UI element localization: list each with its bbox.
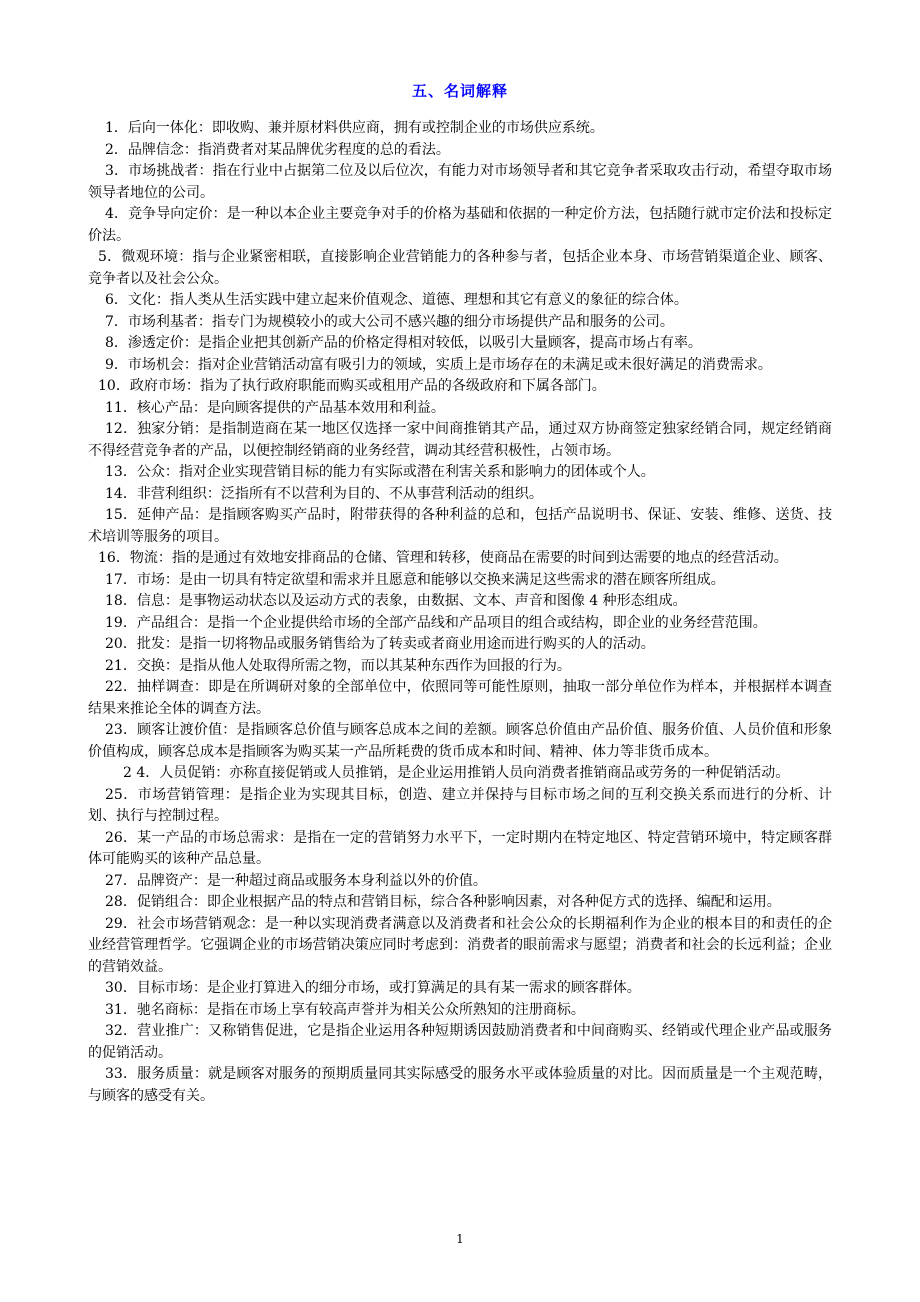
- definition-entry: 22．抽样调查：即是在所调研对象的全部单位中，依照同等可能性原则，抽取一部分单位作为样本，并根据样本调查结果来推论全体的调查方法。: [88, 679, 832, 717]
- definition-entry: 1．后向一体化：即收购、兼并原材料供应商，拥有或控制企业的市场供应系统。: [105, 120, 604, 136]
- definition-entry: 16．物流：指的是通过有效地安排商品的仓储、管理和转移，使商品在需要的时间到达需要的地点的经营活动。: [98, 550, 788, 566]
- page-number: 1: [456, 1232, 464, 1246]
- definition-entry: 6．文化：指人类从生活实践中建立起来价值观念、道德、理想和其它有意义的象征的综合体。: [105, 292, 688, 308]
- definition-entry: 11．核心产品：是向顾客提供的产品基本效用和利益。: [105, 399, 445, 416]
- definition-entry: 13．公众：指对企业实现营销目标的能力有实际或潜在利害关系和影响力的团体或个人。: [105, 464, 655, 480]
- definition-entry: 30．目标市场：是企业打算进入的细分市场，或打算满足的具有某一需求的顾客群体。: [105, 980, 641, 996]
- definition-entry: 28．促销组合：即企业根据产品的特点和营销目标，综合各种影响因素，对各种促方式的选择、编配和运用。: [105, 894, 781, 910]
- definition-entry: 15．延伸产品：是指顾客购买产品时，附带获得的各种利益的总和，包括产品说明书、保证、安装、维修、送货、技术培训等服务的项目。: [88, 507, 832, 545]
- definition-entry: 23．顾客让渡价值：是指顾客总价值与顾客总成本之间的差额。顾客总价值由产品价值、服务价值、人员价值和形象价值构成，顾客总成本是指顾客为购买某一产品所耗费的货币成本和时间、精神、体力等非货币成本。: [88, 722, 832, 760]
- definition-entry: 32．营业推广：又称销售促进，它是指企业运用各种短期诱因鼓励消费者和中间商购买、经销或代理企业产品或服务的促销活动。: [88, 1023, 832, 1061]
- definition-entry: 12．独家分销：是指制造商在某一地区仅选择一家中间商推销其产品，通过双方协商签定独家经销合同，规定经销商不得经营竞争者的产品，以便控制经销商的业务经营，调动其经营积极性，占领市场。: [88, 421, 832, 459]
- definition-entry: 2 4．人员促销：亦称直接促销或人员推销，是企业运用推销人员向消费者推销商品或劳务的一种促销活动。: [123, 765, 790, 781]
- definition-entry: 27．品牌资产：是一种超过商品或服务本身利益以外的价值。: [105, 872, 487, 889]
- definition-entry: 20．批发：是指一切将物品或服务销售给为了转卖或者商业用途而进行购买的人的活动。: [105, 636, 655, 652]
- definition-entry: 2．品牌信念：指消费者对某品牌优劣程度的总的看法。: [105, 141, 450, 158]
- definition-entry: 4．竞争导向定价：是一种以本企业主要竞争对手的价格为基础和依据的一种定价方法，包括随行就市定价法和投标定价法。: [88, 206, 832, 244]
- definition-entry: 5．微观环境：指与企业紧密相联，直接影响企业营销能力的各种参与者，包括企业本身、市场营销渠道企业、顾客、竞争者以及社会公众。: [88, 249, 832, 287]
- definition-entry: 26．某一产品的市场总需求：是指在一定的营销努力水平下，一定时期内在特定地区、特定营销环境中，特定顾客群体可能购买的该种产品总量。: [88, 829, 832, 867]
- definition-entry: 21．交换：是指从他人处取得所需之物，而以其某种东西作为回报的行为。: [105, 657, 571, 674]
- definition-list: [88, 118, 832, 1107]
- definition-entry: 9．市场机会：指对企业营销活动富有吸引力的领域，实质上是市场存在的未满足或未很好满足的消费需求。: [105, 356, 772, 373]
- definition-entry: 14．非营利组织：泛指所有不以营利为目的、不从事营利活动的组织。: [105, 485, 543, 502]
- definition-entry: 18．信息：是事物运动状态以及运动方式的表象，由数据、文本、声音和图像 4 种形态组成。: [105, 593, 687, 609]
- definition-entry: 29．社会市场营销观念：是一种以实现消费者满意以及消费者和社会公众的长期福利作为企业的根本目的和责任的企业经营管理哲学。它强调企业的市场营销决策应同时考虑到：消费者的眼前需求与愿望；消费者和社会的长远利益；企业的营销效益。: [88, 915, 832, 975]
- section-title: 五、名词解释: [411, 82, 508, 100]
- definition-entry: 3．市场挑战者：指在行业中占据第二位及以后位次，有能力对市场领导者和其它竞争者采取攻击行动，希望夺取市场领导者地位的公司。: [88, 163, 832, 201]
- definition-entry: 33．服务质量：就是顾客对服务的预期质量同其实际感受的服务水平或体验质量的对比。因而质量是一个主观范畴，与顾客的感受有关。: [88, 1066, 832, 1104]
- definition-entry: 7．市场利基者：指专门为规模较小的或大公司不感兴趣的细分市场提供产品和服务的公司。: [105, 313, 674, 330]
- definition-entry: 10．政府市场：指为了执行政府职能而购买或租用产品的各级政府和下属各部门。: [98, 378, 606, 394]
- definition-entry: 8．渗透定价：是指企业把其创新产品的价格定得相对较低，以吸引大量顾客，提高市场占有率。: [105, 335, 702, 351]
- definition-entry: 17．市场：是由一切具有特定欲望和需求并且愿意和能够以交换来满足这些需求的潜在顾客所组成。: [105, 571, 725, 588]
- definition-entry: 19．产品组合：是指一个企业提供给市场的全部产品线和产品项目的组合或结构，即企业的业务经营范围。: [105, 614, 767, 631]
- definition-entry: 31．驰名商标：是指在市场上享有较高声誉并为相关公众所熟知的注册商标。: [105, 1001, 585, 1018]
- definition-entry: 25．市场营销管理：是指企业为实现其目标，创造、建立并保持与目标市场之间的互利交换关系而进行的分析、计划、执行与控制过程。: [88, 786, 832, 824]
